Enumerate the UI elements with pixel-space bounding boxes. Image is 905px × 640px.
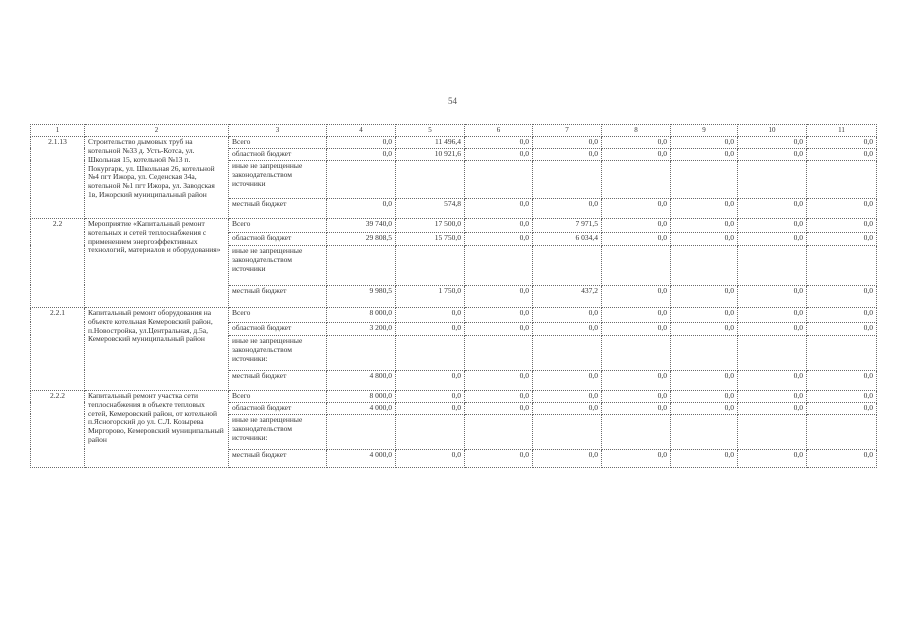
value-cell <box>807 414 877 449</box>
value-cell <box>602 160 671 198</box>
value-cell: 4 000,0 <box>327 402 396 414</box>
value-cell: 0,0 <box>533 148 602 160</box>
value-cell: 0,0 <box>602 218 671 232</box>
value-cell: 0,0 <box>602 370 671 390</box>
section-code: 2.2.2 <box>31 390 85 467</box>
value-cell: 0,0 <box>671 390 738 402</box>
value-cell: 17 500,0 <box>396 218 465 232</box>
column-header: 5 <box>396 125 465 137</box>
value-cell: 0,0 <box>807 232 877 245</box>
value-cell <box>396 335 465 370</box>
value-cell <box>465 160 533 198</box>
value-cell <box>465 245 533 285</box>
value-cell: 0,0 <box>738 322 807 335</box>
column-header: 11 <box>807 125 877 137</box>
value-cell <box>807 160 877 198</box>
value-cell: 0,0 <box>465 218 533 232</box>
funding-source-label: местный бюджет <box>229 449 327 467</box>
value-cell: 0,0 <box>396 322 465 335</box>
value-cell: 0,0 <box>602 232 671 245</box>
value-cell: 0,0 <box>396 402 465 414</box>
value-cell: 0,0 <box>533 307 602 322</box>
value-cell: 0,0 <box>602 285 671 307</box>
value-cell: 0,0 <box>602 198 671 218</box>
value-cell <box>327 160 396 198</box>
table-row <box>31 218 877 232</box>
value-cell <box>671 160 738 198</box>
value-cell: 0,0 <box>807 402 877 414</box>
value-cell <box>671 414 738 449</box>
value-cell <box>738 414 807 449</box>
value-cell: 11 496,4 <box>396 137 465 149</box>
funding-source-label: областной бюджет <box>229 322 327 335</box>
value-cell <box>533 160 602 198</box>
column-header: 7 <box>533 125 602 137</box>
section-code: 2.2.1 <box>31 307 85 390</box>
value-cell: 0,0 <box>671 137 738 149</box>
value-cell <box>807 245 877 285</box>
value-cell: 0,0 <box>807 322 877 335</box>
value-cell <box>671 335 738 370</box>
value-cell <box>396 245 465 285</box>
value-cell: 7 971,5 <box>533 218 602 232</box>
funding-source-label: Всего <box>229 307 327 322</box>
value-cell: 0,0 <box>465 232 533 245</box>
funding-source-label: иные не запрещенные законодательством источники: <box>229 414 327 449</box>
value-cell: 9 980,5 <box>327 285 396 307</box>
funding-source-label: Всего <box>229 390 327 402</box>
value-cell: 0,0 <box>738 218 807 232</box>
value-cell: 0,0 <box>671 322 738 335</box>
section-name: Капитальный ремонт участка сети теплоснабжения в объекте тепловых сетей, Кемеровский район, от котельной п.Ясногорский до ул. С.Л. Козырева Миргорово, Кемеровский муниципальный район <box>85 390 229 467</box>
value-cell: 4 800,0 <box>327 370 396 390</box>
value-cell: 0,0 <box>671 402 738 414</box>
section-code: 2.1.13 <box>31 137 85 219</box>
value-cell: 0,0 <box>738 285 807 307</box>
value-cell: 0,0 <box>671 449 738 467</box>
value-cell: 8 000,0 <box>327 390 396 402</box>
value-cell: 0,0 <box>807 198 877 218</box>
funding-source-label: местный бюджет <box>229 370 327 390</box>
value-cell: 0,0 <box>807 370 877 390</box>
value-cell: 0,0 <box>465 402 533 414</box>
value-cell <box>327 245 396 285</box>
value-cell: 3 200,0 <box>327 322 396 335</box>
value-cell: 0,0 <box>807 285 877 307</box>
value-cell: 0,0 <box>465 322 533 335</box>
value-cell: 10 921,6 <box>396 148 465 160</box>
table-row <box>31 137 877 149</box>
funding-source-label: Всего <box>229 137 327 149</box>
column-header: 10 <box>738 125 807 137</box>
value-cell: 0,0 <box>465 307 533 322</box>
column-header: 8 <box>602 125 671 137</box>
value-cell: 0,0 <box>533 198 602 218</box>
table-row <box>31 390 877 402</box>
value-cell: 0,0 <box>465 370 533 390</box>
value-cell: 0,0 <box>807 137 877 149</box>
funding-source-label: областной бюджет <box>229 232 327 245</box>
value-cell: 0,0 <box>738 307 807 322</box>
column-header: 6 <box>465 125 533 137</box>
value-cell: 0,0 <box>533 322 602 335</box>
column-header: 9 <box>671 125 738 137</box>
budget-table-body <box>31 125 877 468</box>
value-cell: 4 000,0 <box>327 449 396 467</box>
value-cell <box>533 245 602 285</box>
value-cell <box>396 160 465 198</box>
value-cell: 0,0 <box>738 232 807 245</box>
value-cell: 0,0 <box>533 390 602 402</box>
value-cell: 0,0 <box>738 198 807 218</box>
value-cell: 0,0 <box>807 307 877 322</box>
value-cell <box>327 335 396 370</box>
value-cell: 0,0 <box>807 148 877 160</box>
column-header: 1 <box>31 125 85 137</box>
value-cell: 0,0 <box>738 449 807 467</box>
value-cell: 0,0 <box>738 370 807 390</box>
value-cell: 0,0 <box>396 307 465 322</box>
section-name: Мероприятие «Капитальный ремонт котельных и сетей теплоснабжения с применением энергоэффективных технологий, материалов и оборудования» <box>85 218 229 307</box>
section-code: 2.2 <box>31 218 85 307</box>
value-cell: 0,0 <box>465 198 533 218</box>
section-name: Капитальный ремонт оборудования на объекте котельная Кемеровский район, п.Новостройка, ул.Центральная, д.5а, Кемеровский муниципальный район <box>85 307 229 390</box>
funding-source-label: иные не запрещенные законодательством источники <box>229 160 327 198</box>
value-cell: 0,0 <box>671 307 738 322</box>
value-cell <box>533 335 602 370</box>
value-cell: 0,0 <box>738 137 807 149</box>
value-cell: 0,0 <box>533 370 602 390</box>
value-cell <box>327 414 396 449</box>
value-cell: 0,0 <box>602 390 671 402</box>
value-cell <box>533 414 602 449</box>
value-cell: 574,8 <box>396 198 465 218</box>
value-cell <box>602 335 671 370</box>
value-cell <box>602 245 671 285</box>
value-cell: 0,0 <box>807 218 877 232</box>
value-cell <box>738 160 807 198</box>
column-header: 2 <box>85 125 229 137</box>
value-cell: 0,0 <box>602 137 671 149</box>
value-cell: 0,0 <box>396 390 465 402</box>
value-cell <box>671 245 738 285</box>
funding-source-label: местный бюджет <box>229 285 327 307</box>
value-cell: 0,0 <box>738 390 807 402</box>
value-cell: 0,0 <box>602 449 671 467</box>
value-cell: 0,0 <box>602 307 671 322</box>
value-cell: 437,2 <box>533 285 602 307</box>
value-cell <box>807 335 877 370</box>
value-cell: 0,0 <box>671 285 738 307</box>
value-cell: 29 808,5 <box>327 232 396 245</box>
value-cell: 0,0 <box>671 198 738 218</box>
value-cell: 0,0 <box>465 148 533 160</box>
value-cell: 0,0 <box>671 148 738 160</box>
value-cell: 0,0 <box>533 449 602 467</box>
value-cell: 0,0 <box>465 449 533 467</box>
value-cell: 0,0 <box>533 402 602 414</box>
header-row <box>31 125 877 137</box>
page-number: 54 <box>448 96 457 106</box>
section-name: Строительство дымовых труб на котельной №33 д. Усть-Котса, ул. Школьная 15, котельной №13 п. Покургарк, ул. Школьная 26, котельной №4 пгт Ижора, ул. Седенская 34а, котельной №1 пгт Ижора, ул. Заводская 1в, Ижорский муниципальный район <box>85 137 229 219</box>
value-cell: 0,0 <box>602 402 671 414</box>
value-cell <box>465 335 533 370</box>
table-row <box>31 307 877 322</box>
value-cell: 0,0 <box>602 148 671 160</box>
budget-table <box>30 124 877 468</box>
column-header: 4 <box>327 125 396 137</box>
value-cell: 0,0 <box>671 370 738 390</box>
value-cell: 0,0 <box>327 198 396 218</box>
value-cell <box>738 245 807 285</box>
value-cell: 0,0 <box>738 148 807 160</box>
value-cell: 15 750,0 <box>396 232 465 245</box>
value-cell: 0,0 <box>807 390 877 402</box>
value-cell: 0,0 <box>671 232 738 245</box>
funding-source-label: областной бюджет <box>229 148 327 160</box>
value-cell: 0,0 <box>327 148 396 160</box>
value-cell: 0,0 <box>465 285 533 307</box>
funding-source-label: иные не запрещенные законодательством источники <box>229 245 327 285</box>
value-cell: 0,0 <box>396 370 465 390</box>
value-cell: 0,0 <box>602 322 671 335</box>
value-cell: 39 740,0 <box>327 218 396 232</box>
value-cell: 0,0 <box>465 137 533 149</box>
funding-source-label: областной бюджет <box>229 402 327 414</box>
funding-source-label: иные не запрещенные законодательством источники: <box>229 335 327 370</box>
value-cell: 0,0 <box>807 449 877 467</box>
value-cell: 0,0 <box>327 137 396 149</box>
funding-source-label: Всего <box>229 218 327 232</box>
value-cell: 1 750,0 <box>396 285 465 307</box>
value-cell <box>396 414 465 449</box>
column-header: 3 <box>229 125 327 137</box>
value-cell: 0,0 <box>533 137 602 149</box>
value-cell <box>738 335 807 370</box>
value-cell: 0,0 <box>671 218 738 232</box>
value-cell: 6 034,4 <box>533 232 602 245</box>
value-cell: 0,0 <box>465 390 533 402</box>
value-cell <box>465 414 533 449</box>
value-cell: 0,0 <box>738 402 807 414</box>
value-cell <box>602 414 671 449</box>
funding-source-label: местный бюджет <box>229 198 327 218</box>
value-cell: 8 000,0 <box>327 307 396 322</box>
value-cell: 0,0 <box>396 449 465 467</box>
